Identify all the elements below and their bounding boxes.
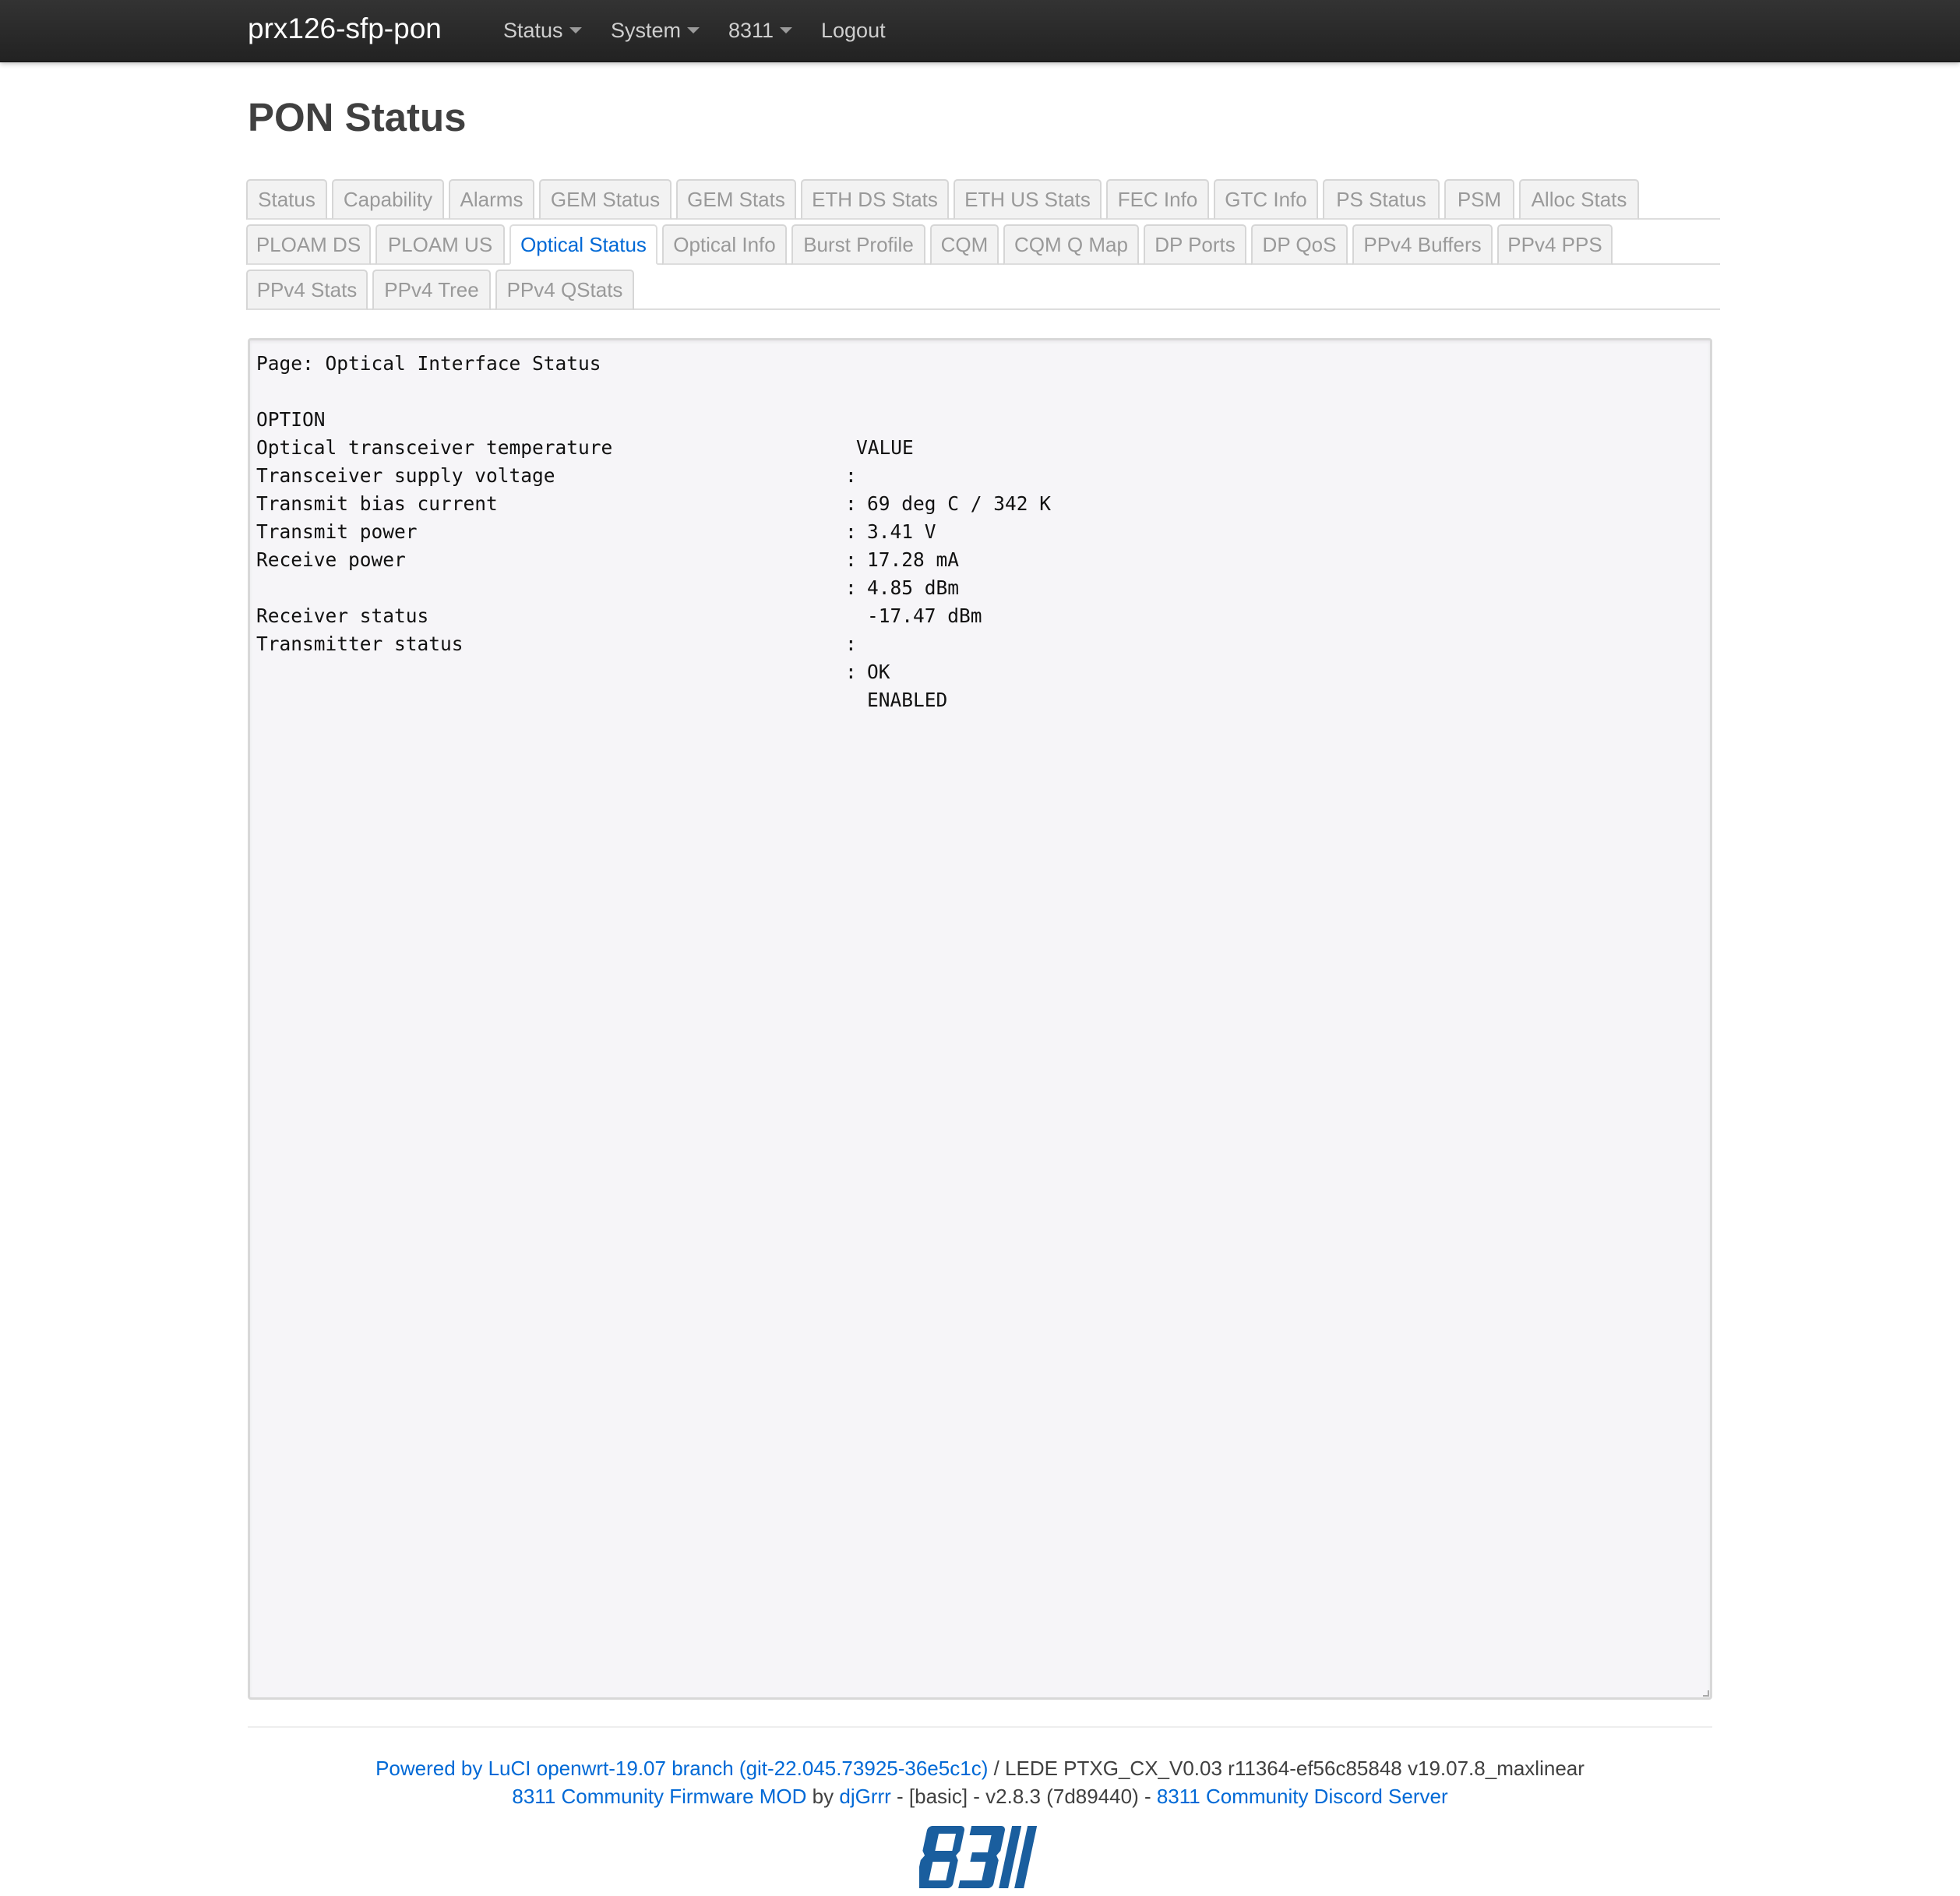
tab-row-3 xyxy=(246,268,1720,310)
tab-capability[interactable]: Capability xyxy=(332,179,444,220)
menu-8311[interactable] xyxy=(728,0,792,62)
tab-ppv4-buffers[interactable]: PPv4 Buffers xyxy=(1352,224,1493,265)
tab-alloc-stats[interactable]: Alloc Stats xyxy=(1519,179,1639,220)
footer-divider xyxy=(248,1726,1712,1728)
row-value: ENABLED xyxy=(867,689,948,711)
caret-down-icon xyxy=(569,27,582,33)
header-value: VALUE xyxy=(856,436,914,459)
menu-status-label: Status xyxy=(503,19,563,42)
tab-cqm-q-map[interactable]: CQM Q Map xyxy=(1003,224,1139,265)
tab-dp-qos[interactable]: DP QoS xyxy=(1251,224,1348,265)
tab-row-1 xyxy=(246,178,1720,220)
tab-eth-us-stats[interactable]: ETH US Stats xyxy=(954,179,1102,220)
caret-down-icon xyxy=(780,27,792,33)
row-separator: : xyxy=(845,520,857,543)
menu-system[interactable] xyxy=(611,0,700,62)
row-option: Receiver status xyxy=(256,604,429,627)
tab-optical-status[interactable]: Optical Status xyxy=(509,224,657,265)
by-text: by xyxy=(806,1785,840,1808)
tab-ppv4-qstats[interactable]: PPv4 QStats xyxy=(495,270,634,310)
tab-cqm[interactable]: CQM xyxy=(930,224,999,265)
menu-system-label: System xyxy=(611,19,682,42)
row-option: Optical transceiver temperature xyxy=(256,436,613,459)
resize-grip-icon[interactable] xyxy=(1703,1690,1709,1697)
firmware-mod-link[interactable]: 8311 Community Firmware MOD xyxy=(512,1785,807,1808)
tab-optical-info[interactable]: Optical Info xyxy=(662,224,787,265)
row-value: OK xyxy=(867,661,890,683)
tab-status[interactable]: Status xyxy=(246,179,327,220)
version-info: - [basic] - v2.8.3 (7d89440) - xyxy=(890,1785,1157,1808)
tab-gtc-info[interactable]: GTC Info xyxy=(1214,179,1318,220)
status-output-textarea[interactable] xyxy=(248,338,1712,1700)
row-value: -17.47 dBm xyxy=(867,604,982,627)
row-value: 69 deg C / 342 K xyxy=(867,492,1052,515)
row-separator: : xyxy=(845,576,857,599)
row-value: 4.85 dBm xyxy=(867,576,960,599)
tab-fec-info[interactable]: FEC Info xyxy=(1106,179,1209,220)
row-separator: : xyxy=(845,661,857,683)
menu-logout[interactable] xyxy=(821,0,886,62)
row-separator: : xyxy=(845,492,857,515)
tab-burst-profile[interactable]: Burst Profile xyxy=(791,224,925,265)
page-line-text: Page: Optical Interface Status xyxy=(256,352,601,375)
tab-ploam-us[interactable]: PLOAM US xyxy=(375,224,505,265)
footer xyxy=(0,1754,1960,1810)
tab-ppv4-pps[interactable]: PPv4 PPS xyxy=(1497,224,1613,265)
8311-logo xyxy=(919,1823,1041,1891)
row-separator: : xyxy=(845,464,857,487)
menu-status[interactable] xyxy=(503,0,582,62)
menu-8311-label: 8311 xyxy=(728,19,774,42)
row-option: Transceiver supply voltage xyxy=(256,464,555,487)
row-option: Transmitter status xyxy=(256,633,464,655)
caret-down-icon xyxy=(687,27,700,33)
tab-ploam-ds[interactable]: PLOAM DS xyxy=(246,224,371,265)
row-separator: : xyxy=(845,548,857,571)
row-value: 3.41 V xyxy=(867,520,936,543)
row-option: Transmit bias current xyxy=(256,492,498,515)
tab-ps-status[interactable]: PS Status xyxy=(1323,179,1440,220)
brand-link[interactable]: prx126-sfp-pon xyxy=(248,12,442,44)
page-title: PON Status xyxy=(248,95,467,139)
tab-eth-ds-stats[interactable]: ETH DS Stats xyxy=(801,179,949,220)
menu-logout-label: Logout xyxy=(821,19,886,42)
row-option: Transmit power xyxy=(256,520,418,543)
row-separator: : xyxy=(845,633,857,655)
row-option: Receive power xyxy=(256,548,406,571)
tab-ppv4-stats[interactable]: PPv4 Stats xyxy=(246,270,368,310)
tab-gem-status[interactable]: GEM Status xyxy=(539,179,672,220)
header-option: OPTION xyxy=(256,408,326,431)
luci-link[interactable]: Powered by LuCI openwrt-19.07 branch (git-22.045.73925-36e5c1c) xyxy=(375,1757,989,1780)
tab-psm[interactable]: PSM xyxy=(1444,179,1514,220)
discord-link[interactable]: 8311 Community Discord Server xyxy=(1156,1785,1448,1808)
footer-line-1 xyxy=(0,1754,1960,1782)
tab-alarms[interactable]: Alarms xyxy=(449,179,534,220)
top-navbar xyxy=(0,0,1960,62)
blank-line xyxy=(256,546,1704,574)
footer-line-2 xyxy=(0,1782,1960,1810)
author-link[interactable]: djGrrr xyxy=(839,1785,891,1808)
tab-ppv4-tree[interactable]: PPv4 Tree xyxy=(372,270,491,310)
tab-gem-stats[interactable]: GEM Stats xyxy=(676,179,796,220)
build-info: / LEDE PTXG_CX_V0.03 r11364-ef56c85848 v19.07.8_maxlinear xyxy=(988,1757,1585,1780)
page-line xyxy=(256,350,1704,378)
tab-dp-ports[interactable]: DP Ports xyxy=(1144,224,1246,265)
row-value: 17.28 mA xyxy=(867,548,960,571)
tab-row-2 xyxy=(246,223,1720,265)
